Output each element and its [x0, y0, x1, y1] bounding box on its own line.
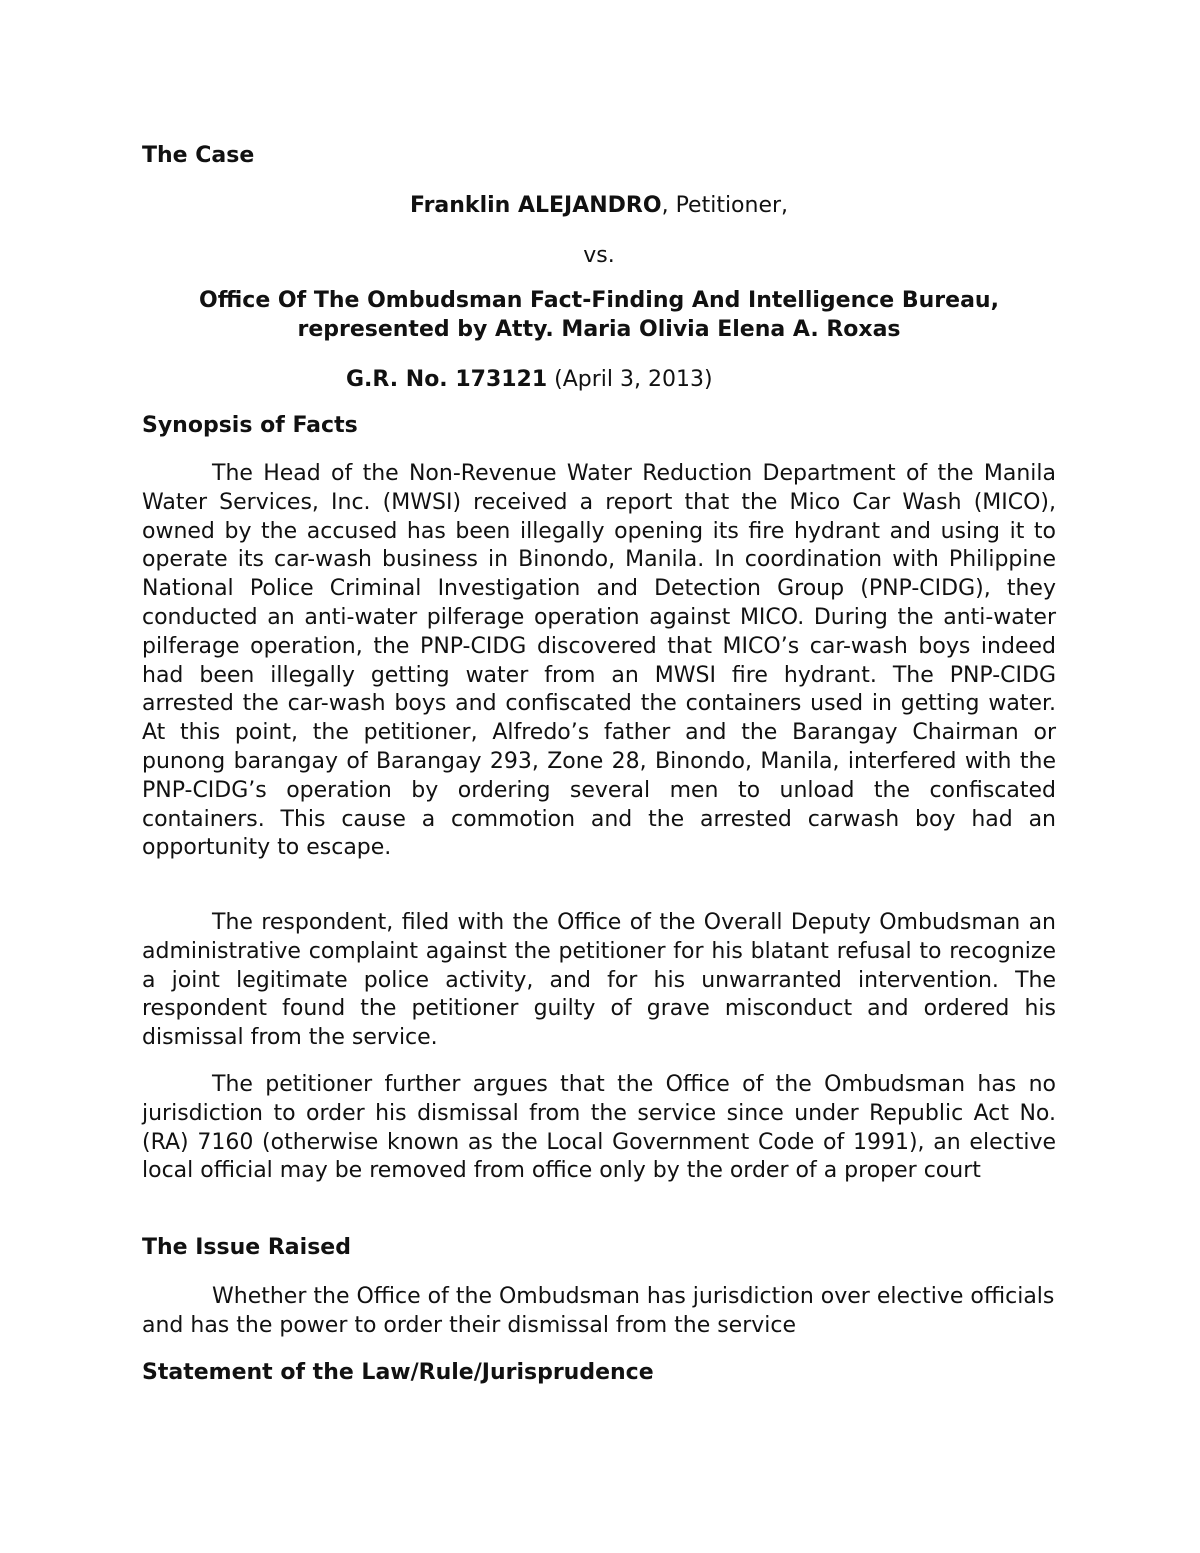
petitioner-line — [142, 192, 1056, 221]
versus-text: vs. — [583, 243, 615, 268]
synopsis-heading: Synopsis of Facts — [142, 413, 358, 438]
respondent-line-1: Office Of The Ombudsman Fact-Finding And Intelligence Bureau, — [199, 288, 999, 313]
gr-number: G.R. No. 173121 — [346, 367, 548, 392]
respondent-line-2: represented by Atty. Maria Olivia Elena A. Roxas — [297, 317, 901, 342]
issue-heading: The Issue Raised — [142, 1235, 351, 1260]
petitioner-name: Franklin ALEJANDRO — [409, 193, 662, 218]
synopsis-paragraph-3: The petitioner further argues that the Office of the Ombudsman has no jurisdiction to order his dismissal from the service since under Republic Act No. (RA) 7160 (otherwise known as the Local Government Code of 1991), an elective local official may be removed from office only by the order of a proper court — [142, 1072, 1056, 1184]
law-heading: Statement of the Law/Rule/Jurisprudence — [142, 1360, 654, 1385]
synopsis-paragraph-1: The Head of the Non-Revenue Water Reduction Department of the Manila Water Services, Inc. (MWSI) received a report that the Mico Car Wash (MICO), owned by the accused has been illegally opening its fire hydrant and using it to operate its car-wash business in Binondo, Manila. In coordination with Philippine National Police Criminal Investigation and Detection Group (PNP-CIDG), they conducted an anti-water pilferage operation against MICO. During the anti-water pilferage operation, the PNP-CIDG discovered that MICO’s car-wash boys indeed had been illegally getting water from an MWSI fire hydrant. The PNP-CIDG arrested the car-wash boys and confiscated the containers used in getting water. At this point, the petitioner, Alfredo’s father and the Barangay Chairman or punong barangay of Barangay 293, Zone 28, Binondo, Manila, interfered with the PNP-CIDG’s operation by ordering several men to unload the confiscated containers. This cause a commotion and the arrested carwash boy had an opportunity to escape. — [142, 461, 1056, 861]
synopsis-paragraph-2: The respondent, filed with the Office of the Overall Deputy Ombudsman an administrative complaint against the petitioner for his blatant refusal to recognize a joint legitimate police activity, and for his unwarranted intervention. The respondent found the petitioner guilty of grave misconduct and ordered his dismissal from the service. — [142, 910, 1056, 1051]
issue-text: Whether the Office of the Ombudsman has jurisdiction over elective officials and has the power to order their dismissal from the service — [142, 1284, 1055, 1338]
gr-number-line — [346, 366, 946, 395]
case-heading: The Case — [142, 143, 255, 168]
petitioner-role: , Petitioner, — [661, 193, 789, 218]
gr-date: (April 3, 2013) — [547, 367, 713, 392]
